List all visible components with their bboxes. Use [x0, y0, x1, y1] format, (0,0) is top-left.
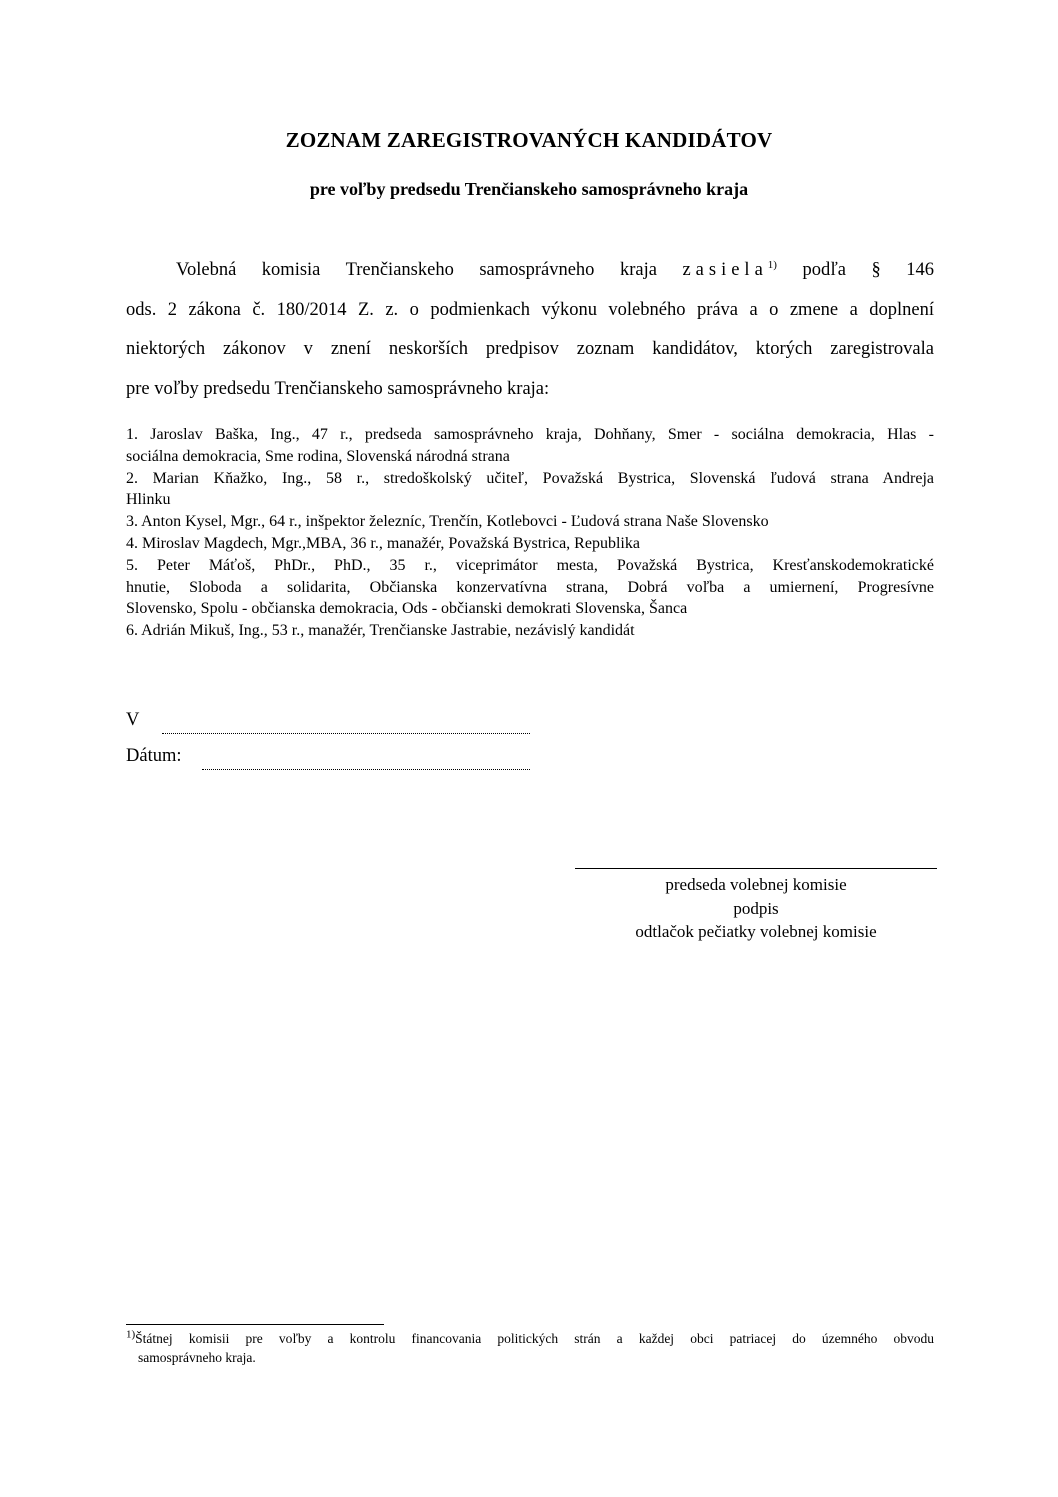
signature-block — [575, 868, 937, 944]
intro-line-3: niektorých zákonov v znení neskorších predpisov zoznam kandidátov, ktorých zaregistrovala — [126, 339, 934, 359]
footnote-text-1: Štátnej komisii pre voľby a kontrolu financovania politických strán a každej obci patriacej do územného obvodu — [135, 1331, 934, 1346]
candidate-5-line-3: Slovensko, Spolu - občianska demokracia, Ods - občianski demokrati Slovenska, Šanca — [126, 600, 688, 618]
intro-line-1-text-a: Volebná komisia Trenčianskeho samosprávneho kraja — [176, 260, 683, 280]
date-dotted-line — [202, 768, 530, 770]
candidate-4-line-1: 4. Miroslav Magdech, Mgr.,MBA, 36 r., manažér, Považská Bystrica, Republika — [126, 534, 640, 552]
candidate-2-line-2: Hlinku — [126, 491, 171, 509]
intro-spaced-word: zasiela — [682, 260, 768, 280]
footnote-line-1 — [126, 1330, 934, 1349]
document-subtitle: pre voľby predsedu Trenčianskeho samosprávneho kraja — [309, 179, 749, 199]
candidate-6-line-1: 6. Adrián Mikuš, Ing., 53 r., manažér, Trenčianske Jastrabie, nezávislý kandidát — [126, 622, 635, 640]
candidate-5-line-1: 5. Peter Máťoš, PhDr., PhD., 35 r., viceprimátor mesta, Považská Bystrica, Kresťanskodemokratické — [126, 556, 934, 574]
intro-line-1 — [126, 251, 934, 291]
intro-line-4: pre voľby predsedu Trenčianskeho samosprávneho kraja: — [126, 378, 550, 399]
footnote — [126, 1330, 934, 1367]
date-row — [126, 746, 546, 782]
footnote-line-2: samosprávneho kraja. — [138, 1349, 256, 1365]
intro-paragraph — [126, 251, 934, 409]
date-label: Dátum: — [126, 746, 182, 766]
candidate-5-line-2: hnutie, Sloboda a solidarita, Občianska konzervatívna strana, Dobrá voľba a umiernení, Progresívne — [126, 578, 934, 596]
footnote-marker: 1) — [126, 1330, 136, 1341]
candidate-2-line-1: 2. Marian Kňažko, Ing., 58 r., stredoškolský učiteľ, Považská Bystrica, Slovenská ľudová strana Andreja — [126, 469, 934, 487]
intro-line-2: ods. 2 zákona č. 180/2014 Z. z. o podmienkach výkonu volebného práva a o zmene a doplnení — [126, 299, 934, 320]
stamp-label: odtlačok pečiatky volebnej komisie — [635, 922, 877, 941]
candidate-1-line-2: sociálna demokracia, Sme rodina, Slovenská národná strana — [126, 447, 510, 465]
document-title: ZOZNAM ZAREGISTROVANÝCH KANDIDÁTOV — [285, 128, 773, 152]
intro-line-1-text-b: podľa § 146 — [776, 260, 934, 280]
candidate-3-line-1: 3. Anton Kysel, Mgr., 64 r., inšpektor železníc, Trenčín, Kotlebovci - Ľudová strana Naše Slovensko — [126, 513, 769, 531]
place-dotted-line — [162, 732, 530, 734]
candidate-list — [126, 424, 934, 642]
place-row — [126, 710, 546, 746]
signature-line — [575, 868, 937, 869]
signature-label: podpis — [733, 898, 779, 918]
signature-role: predseda volebnej komisie — [665, 875, 847, 894]
footnote-reference: 1) — [767, 258, 777, 271]
place-date-block — [126, 710, 546, 782]
footnote-separator — [126, 1324, 384, 1325]
place-label: V — [126, 710, 140, 730]
candidate-1-line-1: 1. Jaroslav Baška, Ing., 47 r., predseda samosprávneho kraja, Dohňany, Smer - sociálna demokracia, Hlas - — [126, 426, 934, 443]
